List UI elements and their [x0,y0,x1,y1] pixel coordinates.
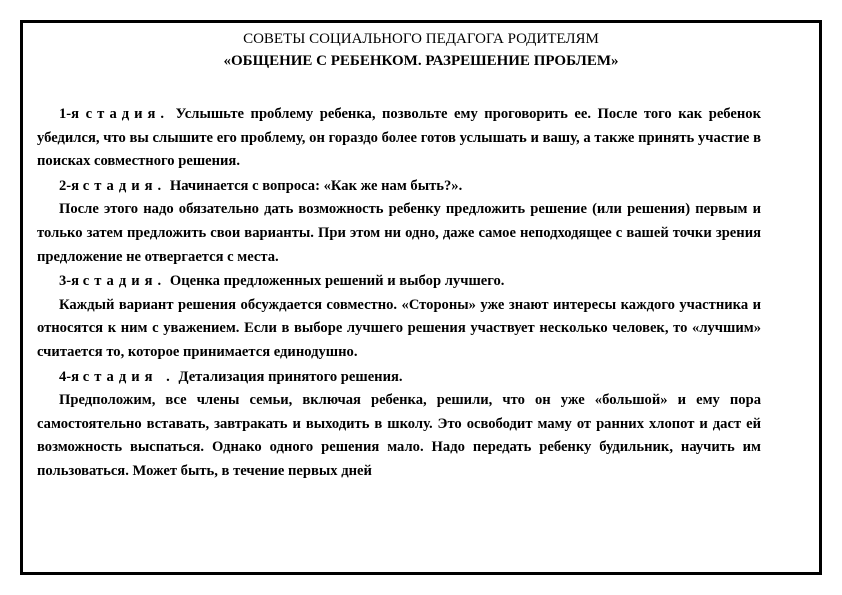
stage-1-paragraph [37,103,761,174]
stage-3-body: Каждый вариант решения обсуждается совместно. «Стороны» уже знают интересы каждого участника и относятся к ним с уважением. Если в выборе лучшего решения участвует несколько человек, то «лучшим» считается то, которое принимается единодушно. [37,296,761,360]
stage-label: стадия . [82,368,175,385]
stage-number: 1-я [59,106,80,122]
document-title: СОВЕТЫ СОЦИАЛЬНОГО ПЕДАГОГА РОДИТЕЛЯМ [243,31,599,47]
stage-heading-text: Начинается с вопроса: «Как же нам быть?». [169,177,463,194]
stage-number: 3-я [59,273,80,290]
stage-heading-text: Детализация принятого решения. [178,368,403,385]
document-header [0,28,842,72]
stage-2-heading [37,175,761,199]
document-body [37,103,761,484]
stage-label: стадия. [85,106,170,122]
stage-2-body: После этого надо обязательно дать возможность ребенку предложить решение (или решения) первым и только затем предложить свои варианты. При этом ни одно, даже самое неподходящее с вашей точки зрения предложение не отвергается с места. [37,201,761,265]
stage-4-body: Предположим, все члены семьи, включая ребенка, решили, что он уже «большой» и ему пора самостоятельно вставать, завтракать и выходить в школу. Это освободит маму от ранних хлопот и даст ей возможность выспаться. Однако одного решения мало. Надо передать ребенку будильник, научить им пользоваться. Может быть, в течение первых дней [37,392,761,479]
stage-label: стадия. [82,273,167,290]
stage-4-heading [37,366,761,390]
stage-heading-text: Оценка предложенных решений и выбор лучшего. [169,273,505,290]
document-subtitle: «ОБЩЕНИЕ С РЕБЕНКОМ. РАЗРЕШЕНИЕ ПРОБЛЕМ» [223,53,619,69]
stage-number: 4-я [59,368,80,385]
stage-number: 2-я [59,177,80,194]
stage-3-heading [37,270,761,294]
stage-heading-text: Услышьте проблему ребенка, позвольте ему проговорить ее. После того как ребенок убедился, что вы слышите его проблему, он гораздо более готов услышать и вашу, а также принять участие в поисках совместного решения. [37,106,761,170]
stage-label: стадия. [82,177,167,194]
